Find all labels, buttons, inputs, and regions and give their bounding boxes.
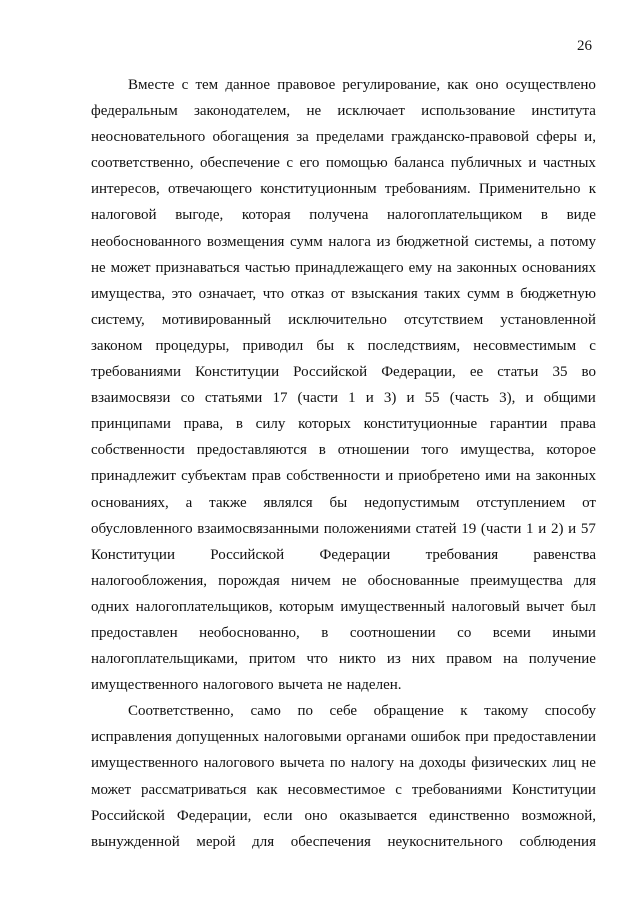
text-line: соответственно, обеспечение с его помощью баланса публичных и частных xyxy=(91,155,596,172)
text-line: основаниях, а также являлся бы недопустимым отступлением от xyxy=(91,494,596,511)
text-line: необоснованного возмещения сумм налога из бюджетной системы, а потому xyxy=(91,233,596,250)
text-line: Соответственно, само по себе обращение к такому способу xyxy=(128,703,596,720)
text-line: взаимосвязи со статьями 17 (части 1 и 3) и 55 (часть 3), и общими xyxy=(91,390,596,407)
text-line: налогоплательщиками, притом что никто из них правом на получение xyxy=(91,651,596,668)
text-line: исправления допущенных налоговыми органами ошибок при предоставлении xyxy=(91,729,596,746)
text-line: систему, мотивированный исключительно отсутствием установленной xyxy=(91,311,596,328)
page-number: 26 xyxy=(577,38,592,54)
text-line: требованиями Конституции Российской Федерации, ее статьи 35 во xyxy=(91,364,596,381)
text-line: имущественного налогового вычета по налогу на доходы физических лиц не xyxy=(91,755,596,772)
text-line: неосновательного обогащения за пределами гражданско-правовой сферы и, xyxy=(91,129,596,146)
text-line: не может признаваться частью принадлежащего ему на законных основаниях xyxy=(91,259,596,276)
text-line: вынужденной мерой для обеспечения неукоснительного соблюдения xyxy=(91,833,596,850)
text-line: имущественного налогового вычета не наделен. xyxy=(91,677,402,694)
text-line: может рассматриваться как несовместимое с требованиями Конституции xyxy=(91,781,596,798)
text-line: Российской Федерации, если оно оказывается единственно возможной, xyxy=(91,807,596,824)
text-line: принадлежит субъектам прав собственности и приобретено ими на законных xyxy=(91,468,596,485)
text-line: налоговой выгоде, которая получена налогоплательщиком в виде xyxy=(91,207,596,224)
text-line: принципами права, в силу которых конституционные гарантии права xyxy=(91,416,596,433)
text-line: имущества, это означает, что отказ от взыскания таких сумм в бюджетную xyxy=(91,285,596,302)
text-line: одних налогоплательщиков, которым имущественный налоговый вычет был xyxy=(91,598,596,615)
text-line: обусловленного взаимосвязанными положениями статей 19 (части 1 и 2) и 57 xyxy=(91,520,596,537)
text-line: интересов, отвечающего конституционным требованиям. Применительно к xyxy=(91,181,596,198)
text-line: федеральным законодателем, не исключает использование института xyxy=(91,103,596,120)
text-line: Конституции Российской Федерации требования равенства xyxy=(91,546,596,563)
text-line: предоставлен необоснованно, в соотношении со всеми иными xyxy=(91,624,596,641)
text-line: собственности предоставляются в отношении того имущества, которое xyxy=(91,442,596,459)
text-line: Вместе с тем данное правовое регулирование, как оно осуществлено xyxy=(128,77,596,93)
text-line: законом процедуры, приводил бы к последствиям, несовместимым с xyxy=(91,337,596,354)
text-line: налогообложения, порождая ничем не обоснованные преимущества для xyxy=(91,572,596,589)
document-body xyxy=(91,72,596,855)
